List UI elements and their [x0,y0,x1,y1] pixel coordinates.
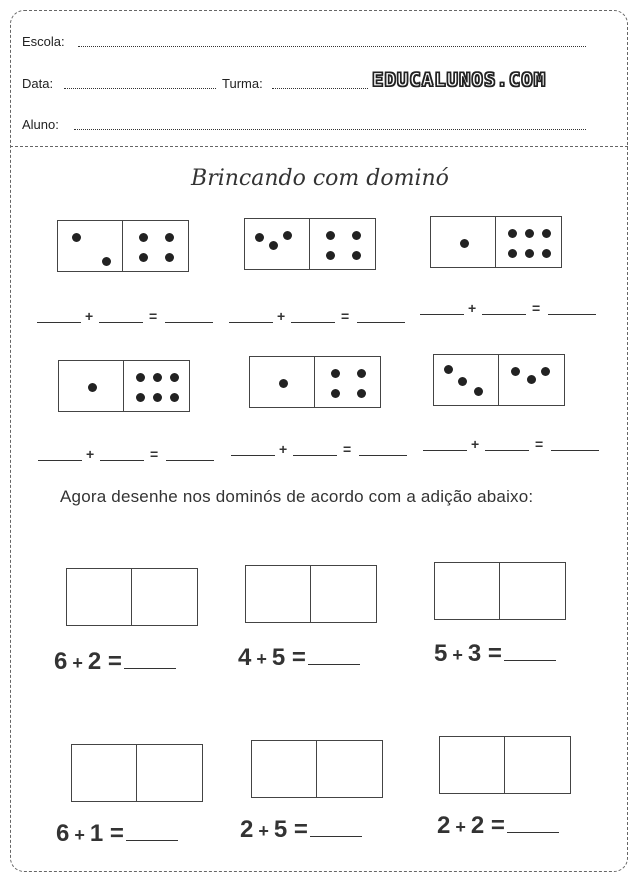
domino-2-right-half [310,219,375,269]
empty-domino-3-left-half[interactable] [435,563,500,619]
domino-pip [525,249,534,258]
plus-sign: + [253,821,274,841]
domino-6-left-half [434,355,499,405]
domino-pip [508,229,517,238]
domino-pip [444,365,453,374]
sum-blank[interactable] [165,322,213,323]
date-field[interactable] [64,88,216,89]
empty-domino-5-right-half[interactable] [317,741,382,797]
domino-pip [165,233,174,242]
empty-domino-1 [66,568,198,626]
empty-domino-3-right-half[interactable] [500,563,565,619]
empty-domino-5 [251,740,383,798]
domino-pip [326,231,335,240]
domino-4 [58,360,190,412]
addition-equation [437,812,559,840]
domino-pip [460,239,469,248]
plus-sign: + [450,817,471,837]
plus-sign: + [85,308,94,324]
empty-domino-6-left-half[interactable] [440,737,505,793]
addition-equation [434,640,556,668]
domino-pip [102,257,111,266]
addition-equation [238,644,360,672]
first-addend-blank[interactable] [420,314,464,315]
page-title: Brincando com dominó [191,166,449,191]
empty-domino-4-left-half[interactable] [72,745,137,801]
first-addend: 6 [56,820,70,847]
empty-domino-2-left-half[interactable] [246,566,311,622]
domino-3-right-half [496,217,561,267]
first-addend: 4 [238,644,252,671]
domino-pip [357,369,366,378]
sum-blank[interactable] [166,460,214,461]
empty-domino-4 [71,744,203,802]
plus-sign: + [86,446,95,462]
domino-pip [542,229,551,238]
second-addend-blank[interactable] [293,455,337,456]
domino-pip [170,393,179,402]
sum-blank[interactable] [357,322,405,323]
domino-3 [430,216,562,268]
date-label: Data: [22,76,54,91]
empty-domino-2-right-half[interactable] [311,566,376,622]
second-addend: 3 [467,640,482,667]
domino-pip [139,253,148,262]
domino-pip [508,249,517,258]
second-addend: 5 [271,644,286,671]
class-field[interactable] [272,88,368,89]
domino-3-left-half [431,217,496,267]
sum-blank[interactable] [551,450,599,451]
empty-domino-1-left-half[interactable] [67,569,132,625]
equals-sign: = [535,436,544,452]
header-divider [10,146,628,147]
addition-equation [54,648,176,676]
domino-pip [279,379,288,388]
first-addend: 2 [437,812,451,839]
domino-pip [72,233,81,242]
second-addend-blank[interactable] [291,322,335,323]
domino-2 [244,218,376,270]
empty-domino-6 [439,736,571,794]
sum-blank[interactable] [124,668,176,669]
domino-pip [352,231,361,240]
domino-5-left-half [250,357,315,407]
student-field[interactable] [74,129,586,130]
sum-blank[interactable] [504,660,556,661]
second-addend: 1 [89,820,104,847]
domino-pip [136,393,145,402]
equals-sign: = [484,812,505,839]
second-addend: 2 [470,812,485,839]
sum-blank[interactable] [548,314,596,315]
plus-sign: + [279,441,288,457]
first-addend: 6 [54,648,68,675]
addition-equation [56,820,178,848]
second-addend: 2 [87,648,102,675]
domino-6 [433,354,565,406]
plus-sign: + [471,436,480,452]
first-addend-blank[interactable] [37,322,81,323]
plus-sign: + [251,649,272,669]
domino-pip [357,389,366,398]
sum-blank[interactable] [359,455,407,456]
domino-pip [525,229,534,238]
equals-sign: = [285,644,306,671]
domino-pip [326,251,335,260]
domino-pip [542,249,551,258]
equals-sign: = [101,648,122,675]
domino-5 [249,356,381,408]
second-addend-blank[interactable] [485,450,529,451]
second-addend-blank[interactable] [482,314,526,315]
domino-1-right-half [123,221,188,271]
second-addend-blank[interactable] [99,322,143,323]
plus-sign: + [69,825,90,845]
sum-blank[interactable] [126,840,178,841]
addition-equation [240,816,362,844]
plus-sign: + [468,300,477,316]
plus-sign: + [447,645,468,665]
sum-blank[interactable] [310,836,362,837]
empty-domino-5-left-half[interactable] [252,741,317,797]
equals-sign: = [287,816,308,843]
domino-pip [283,231,292,240]
domino-pip [331,369,340,378]
plus-sign: + [67,653,88,673]
equals-sign: = [103,820,124,847]
domino-pip [139,233,148,242]
domino-6-right-half [499,355,564,405]
empty-domino-3 [434,562,566,620]
domino-pip [474,387,483,396]
first-addend: 5 [434,640,448,667]
domino-1 [57,220,189,272]
domino-4-left-half [59,361,124,411]
domino-pip [511,367,520,376]
domino-pip [541,367,550,376]
equals-sign: = [532,300,541,316]
domino-pip [170,373,179,382]
educalunos-logo: EDUCALUNOS.COM [372,69,547,91]
domino-pip [153,393,162,402]
school-field[interactable] [78,46,586,47]
domino-pip [527,375,536,384]
domino-pip [331,389,340,398]
first-addend: 2 [240,816,254,843]
domino-pip [255,233,264,242]
school-label: Escola: [22,34,65,49]
instruction-text: Agora desenhe nos dominós de acordo com a adição abaixo: [60,487,534,506]
equals-sign: = [341,308,350,324]
equals-sign: = [149,308,158,324]
domino-pip [352,251,361,260]
domino-5-right-half [315,357,380,407]
domino-1-left-half [58,221,123,271]
class-label: Turma: [222,76,263,91]
domino-pip [458,377,467,386]
first-addend-blank[interactable] [423,450,467,451]
domino-pip [136,373,145,382]
sum-blank[interactable] [507,832,559,833]
sum-blank[interactable] [308,664,360,665]
first-addend-blank[interactable] [229,322,273,323]
domino-2-left-half [245,219,310,269]
first-addend-blank[interactable] [231,455,275,456]
domino-4-right-half [124,361,189,411]
empty-domino-1-right-half[interactable] [132,569,197,625]
second-addend-blank[interactable] [100,460,144,461]
equals-sign: = [150,446,159,462]
first-addend-blank[interactable] [38,460,82,461]
student-label: Aluno: [22,117,59,132]
second-addend: 5 [273,816,288,843]
plus-sign: + [277,308,286,324]
empty-domino-2 [245,565,377,623]
empty-domino-6-right-half[interactable] [505,737,570,793]
empty-domino-4-right-half[interactable] [137,745,202,801]
domino-pip [269,241,278,250]
domino-pip [165,253,174,262]
domino-pip [88,383,97,392]
equals-sign: = [481,640,502,667]
domino-pip [153,373,162,382]
equals-sign: = [343,441,352,457]
